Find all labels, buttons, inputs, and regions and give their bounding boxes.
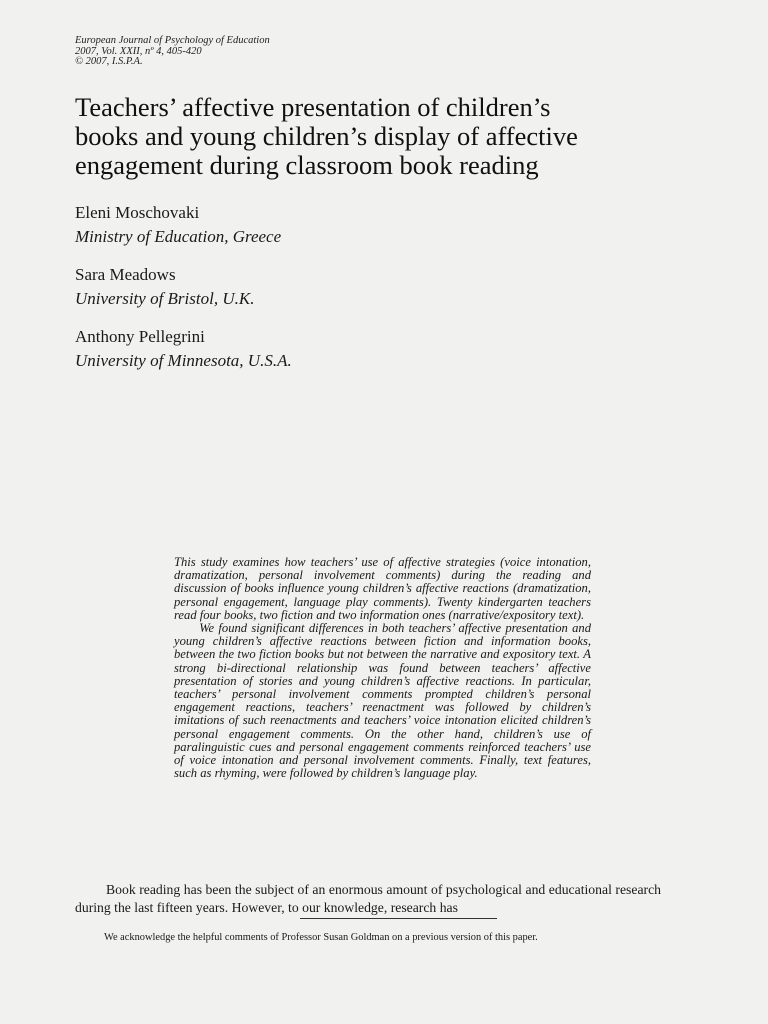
author-affiliation: University of Minnesota, U.S.A. xyxy=(75,351,292,370)
abstract-paragraph-1: This study examines how teachers’ use of affective strategies (voice intonation, dramatization, personal involvement comments) during the reading and discussion of books influence young children’s affective reactions (dramatization, personal engagement, language play comments). Twenty kindergarten teachers read four books, two fiction and two information ones (narrative/expository text). xyxy=(174,555,591,622)
footnote-divider xyxy=(300,918,497,919)
journal-header xyxy=(75,36,270,68)
body-paragraph-1: Book reading has been the subject of an enormous amount of psychological and educational research during the last fifteen years. However, to our knowledge, research has xyxy=(75,882,661,915)
title-line-3: engagement during classroom book reading xyxy=(75,150,539,180)
abstract-paragraph-2: We found significant differences in both teachers’ affective presentation and young children’s affective reactions between fiction and information books, between the two fiction books but not between the narrative and expository text. A strong bi-directional relationship was found between teachers’ affective presentation of stories and young children’s affective reactions. In particular, teachers’ personal involvement comments prompted children’s personal engagement reactions, teachers’ reenactment was followed by children’s imitations of such reenactments and teachers’ voice intonation elicited children’s personal engagement comments. On the other hand, children’s use of paralinguistic cues and personal engagement comments reinforced teachers’ use of voice intonation and personal involvement comments. Finally, text features, such as rhyming, were followed by children’s language play. xyxy=(174,621,591,781)
title-line-2: books and young children’s display of affective xyxy=(75,121,578,151)
author-name: Sara Meadows xyxy=(75,265,176,284)
author-name: Anthony Pellegrini xyxy=(75,327,205,346)
author-affiliation: Ministry of Education, Greece xyxy=(75,227,282,246)
author-block-2 xyxy=(75,263,254,311)
author-name: Eleni Moschovaki xyxy=(75,203,200,222)
author-affiliation: University of Bristol, U.K. xyxy=(75,289,255,308)
journal-name: European Journal of Psychology of Education xyxy=(75,35,270,46)
footnote: We acknowledge the helpful comments of Professor Susan Goldman on a previous version of this paper. xyxy=(104,932,538,943)
author-block-1 xyxy=(75,201,281,249)
author-block-3 xyxy=(75,325,292,373)
abstract xyxy=(174,556,591,780)
body-text xyxy=(75,881,661,917)
title-line-1: Teachers’ affective presentation of children’s xyxy=(75,92,551,122)
paper-title xyxy=(75,93,695,180)
journal-copyright: © 2007, I.S.P.A. xyxy=(75,56,143,67)
journal-volume: 2007, Vol. XXII, nº 4, 405-420 xyxy=(75,45,202,57)
